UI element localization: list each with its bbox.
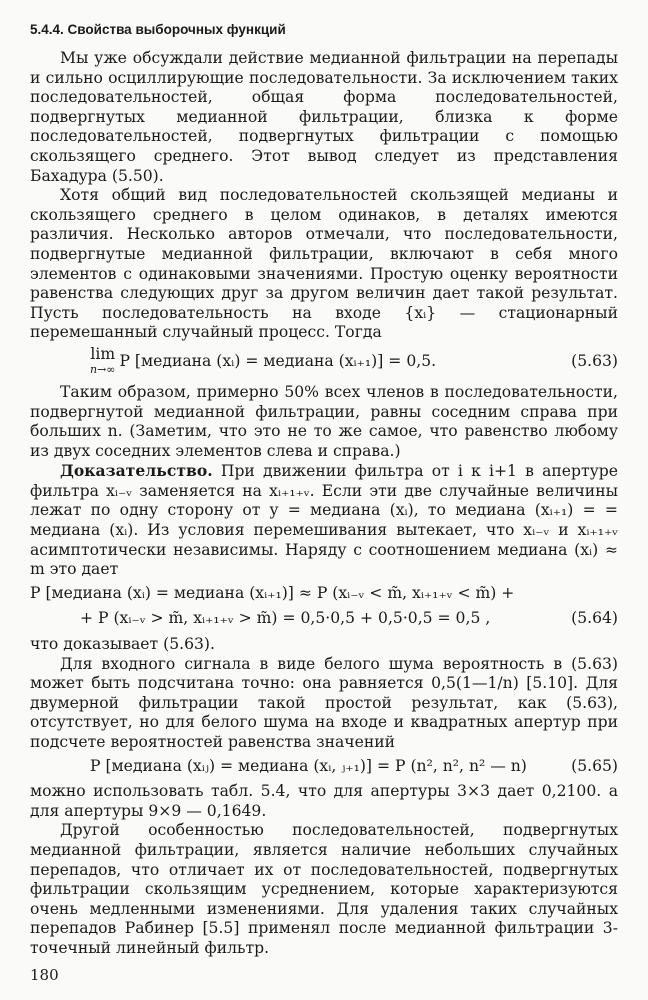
paragraph-7: можно использовать табл. 5.4, что для апертуры 3×3 дает 0,2100. а для апертуры 9×9 — 0,1649.	[30, 782, 618, 820]
equation-5-64-line-1	[30, 584, 618, 604]
equation-5-64-number: (5.64)	[571, 609, 618, 628]
limit-label: lim	[90, 344, 116, 363]
equation-5-63	[30, 344, 618, 377]
section-heading: 5.4.4. Свойства выборочных функций	[30, 22, 286, 37]
equation-5-64-line-2	[30, 609, 618, 629]
paragraph-3: Таким образом, примерно 50% всех членов в последовательности, подвергнутой медианной фильтрации, равны соседним справа при больших n. (Заметим, что это не то же самое, что равенство любому из двух соседних элементов слева и справа.)	[30, 382, 618, 460]
equation-5-65-body: P [медиана (xᵢⱼ) = медиана (xᵢ, ⱼ₊₁)] = P (n², n², n² — n)	[90, 756, 527, 775]
proof-text: При движении фильтра от i к i+1 в апертуре фильтра xᵢ₋ᵥ заменяется на xᵢ₊₁₊ᵥ. Если эти две случайные величины лежат по одну сторону от y = медиана (xᵢ), то медиана (xᵢ₊₁) = = медиана (xᵢ). Из условия перемешивания вытекает, что xᵢ₋ᵥ и xᵢ₊₁₊ᵥ асимптотически независимы. Наряду с соотношением медиана (xᵢ) ≈ m это дает	[30, 462, 618, 579]
paragraph-8: Другой особенностью последовательностей, подвергнутых медианной фильтрации, является наличие небольших случайных перепадов, что отличает их от последовательностей, подвергнутых фильтрации скользящим усреднением, которые характеризуются очень медленными изменениями. Для удаления таких случайных перепадов Рабинер [5.5] применял после медианной фильтрации 3-точечный линейный фильтр.	[30, 821, 618, 957]
proof-label: Доказательство.	[60, 461, 213, 481]
paragraph-1: Мы уже обсуждали действие медианной фильтрации на перепады и сильно осциллирующие последовательности. За исключением таких последовательностей, общая форма последовательностей, подвергнутых медианной фильтрации, близка к форме последовательностей, подвергнутых фильтрации с помощью скользящего среднего. Этот вывод следует из представления Бахадура (5.50).	[30, 49, 618, 185]
equation-5-63-body: P [медиана (xᵢ) = медиана (xᵢ₊₁)] = 0,5.	[119, 352, 437, 371]
paragraph-6: Для входного сигнала в виде белого шума вероятность в (5.63) может быть подсчитана точно: она равняется 0,5(1—1/n) [5.10]. Для двумерной фильтрации такой простой результат, как (5.63), отсутствует, но для белого шума на входе и квадратных апертур при подсчете вероятностей равенства значений	[30, 654, 618, 751]
paragraph-4	[30, 461, 618, 580]
paragraph-2: Хотя общий вид последовательностей скользящей медианы и скользящего среднего в целом одинаков, в деталях имеются различия. Несколько авторов отмечали, что последовательности, подвергнутые медианной фильтрации, включают в себя много элементов с одинаковыми значениями. Простую оценку вероятности равенства следующих друг за другом величин дает такой результат. Пусть последовательность на входе {xᵢ} — стационарный перемешанный случайный процесс. Тогда	[30, 186, 618, 342]
paragraph-5: что доказывает (5.63).	[30, 635, 215, 654]
equation-5-65-number: (5.65)	[571, 756, 618, 775]
equation-5-64-line-1-body: P [медиана (xᵢ) = медиана (xᵢ₊₁)] ≈ P (xᵢ₋ᵥ < m̃, xᵢ₊₁₊ᵥ < m̃) +	[30, 583, 515, 602]
equation-5-63-number: (5.63)	[571, 352, 618, 371]
equation-5-65	[30, 757, 618, 777]
limit-operator	[90, 344, 116, 377]
limit-subscript: n→∞	[90, 362, 116, 376]
equation-5-64-line-2-body: + P (xᵢ₋ᵥ > m̃, xᵢ₊₁₊ᵥ > m̃) = 0,5·0,5 + 0,5·0,5 = 0,5 ,	[80, 609, 491, 628]
page-number: 180	[30, 966, 59, 984]
